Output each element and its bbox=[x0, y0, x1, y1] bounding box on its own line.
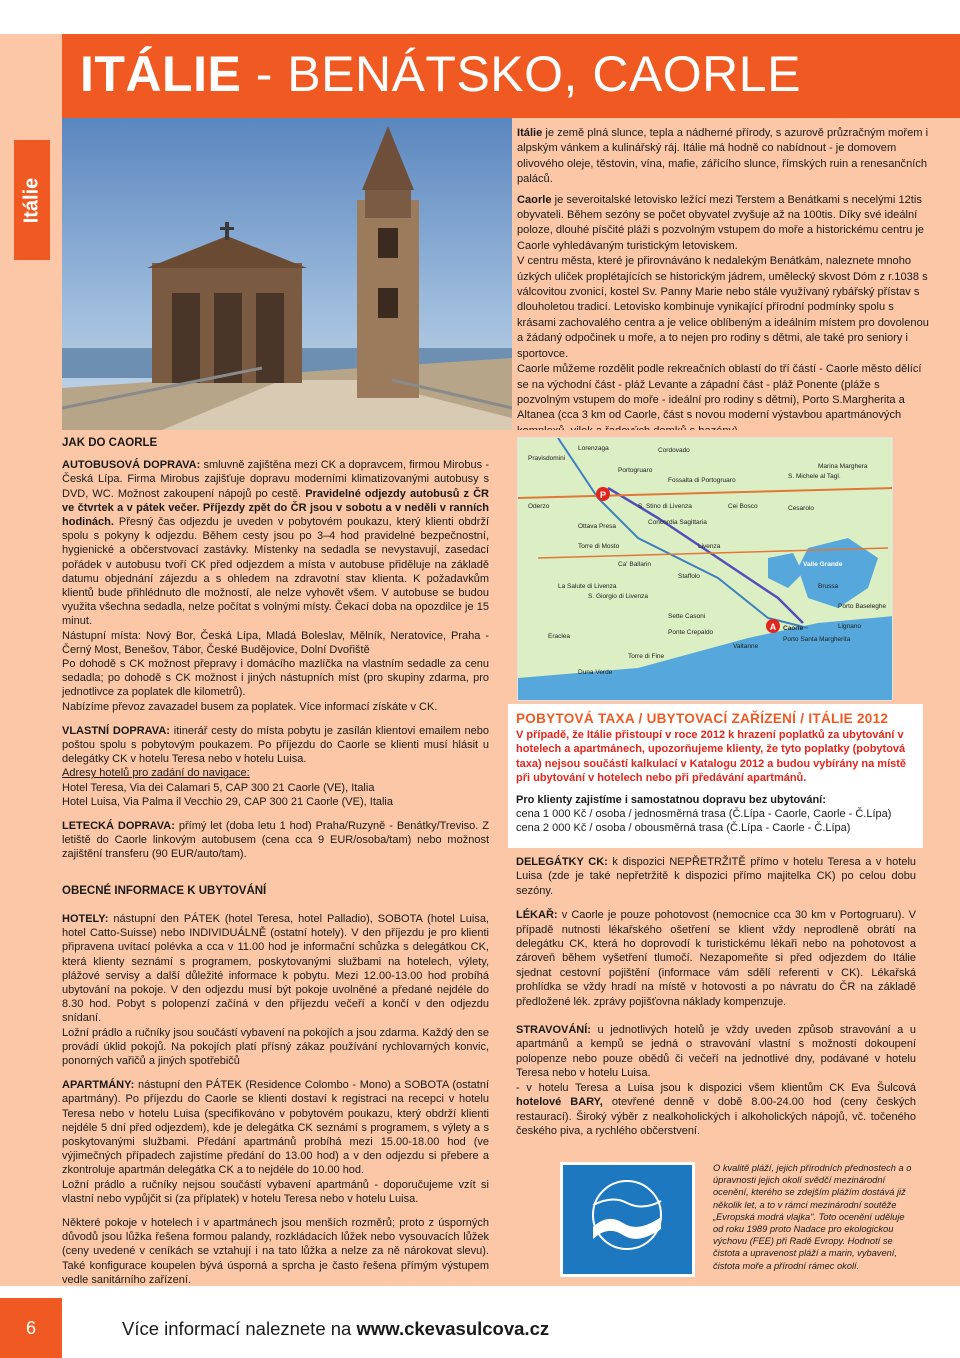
map-marker-p-label: P bbox=[599, 490, 607, 500]
side-tab-label: Itálie bbox=[20, 177, 43, 223]
tax-title: POBYTOVÁ TAXA / UBYTOVACÍ ZAŘÍZENÍ / ITÁLIE 2012 bbox=[516, 711, 889, 726]
map-label: Ca' Ballarin bbox=[618, 561, 652, 568]
nav-address-1: Hotel Teresa, Via dei Calamari 5, CAP 300 21 Caorle (VE), Italia bbox=[62, 781, 375, 794]
apartments-text: nástupní den PÁTEK (Residence Colombo - Mono) a SOBOTA (ostatní apartmány). Po příjezdu do Caorle se klienti dostaví k registraci na recepci v hotelu Teresa nebo v hotelu Luisa (specifikováno v pobytovém poukazu, který obdrží klienti nejdéle 5 dní před odjezdem), kde je delegátka CK seznámí s programem, s výlety a s poskytovanými službami. Předání apartmánů probíhá mezi 15.00-18.00 hod (ve výjimečných případech zajistíme předání do 13.00 hod) a v den odjezdu si přebere a zkontroluje apartmán delegátka CK a to nejdéle do 10.00 hod. bbox=[62, 1079, 489, 1177]
delegates-paragraph bbox=[516, 855, 916, 898]
map-label: S. Michele al Tagl. bbox=[788, 473, 841, 480]
footer-text bbox=[122, 1318, 549, 1340]
apartments-paragraph bbox=[62, 1078, 489, 1177]
map-label: Valtanne bbox=[733, 643, 759, 650]
bus-label: AUTOBUSOVÁ DOPRAVA: bbox=[62, 459, 201, 472]
map-label: Lorenzaga bbox=[578, 445, 609, 452]
map-marker-a-label: A bbox=[769, 622, 777, 632]
map-label: Staffolo bbox=[678, 573, 700, 580]
nav-label-text: Adresy hotelů pro zadání do navigace: bbox=[62, 767, 250, 780]
map-label: Porto Baseleghe bbox=[838, 603, 887, 610]
doctor-text: v Caorle je pouze pohotovost (nemocnice cca 30 km v Portogruaru). V případě nutnosti lékařského ošetření se klient vždy neprodleně obrátí na delegátku CK, která ho doprovodí k turistickému lékaři nebo na pohotovost a zároveň během vyšetření tlumočí. Nezapomeňte si před odjezdem do Itálie sjednat cestovní pojištění (informace vám sdělí referenti v CK). Lékařská prohlídka se vždy hradí na místě v hotovosti a po návratu do ČR na základě předložené lék. zprávy pojišťovna náklady kompenzuje. bbox=[516, 909, 916, 1008]
doctor-label: LÉKAŘ: bbox=[516, 909, 558, 922]
delegates-text: k dispozici NEPŘETRŽITĚ přímo v hotelu Teresa a v hotelu Luisa (zde je také nepřetržitě k dispozici přímo majitelka CK) po celou dobu sezóny. bbox=[516, 856, 916, 897]
footer-link[interactable]: www.ckevasulcova.cz bbox=[356, 1318, 550, 1339]
title-rest: - BENÁTSKO, CAORLE bbox=[241, 46, 801, 102]
tax-price-1: cena 1 000 Kč / osoba / jednosměrná trasa (Č.Lípa - Caorle, Caorle - Č.Lípa) bbox=[516, 808, 892, 821]
own-text: itinerář cesty do místa pobytu je zasílán klientovi emailem nebo poštou spolu s pobytovým poukazem. Po příjezdu do Caorle se klienti musí hlásit u delegátky CK v hotelu Teresa nebo v hotelu Luisa. bbox=[62, 724, 489, 766]
bus-text-2: Přesný čas odjezdu je uveden v pobytovém poukazu, který klienti obdrží spolu s pokyny k odjezdu. Během cesty jsou po 3–4 hod pravidelné bezpečnostní, hygienické a občerstvovací zastávky. Místenky na sedadla se nevystavují, zasedací pořádek v autobusu tvoří CK před odjezdem a místa v autobuse přiděluje na základě datumu objednání zájezdu a s ohledem na zdravotní stav klienta. K požadavkům klientů bude přihlédnuto dle možností, ale nelze vyhovět všem. V autobuse se budou využita všechna sedadla, nelze počítat s volnými místy. Čekací doba na opozdilce je 15 minut. bbox=[62, 516, 489, 628]
intro-center bbox=[517, 254, 930, 362]
fee-paragraph: Nabízíme převoz zavazadel busem za poplatek. Více informací získáte v CK. bbox=[62, 700, 438, 713]
doctor-paragraph bbox=[516, 908, 916, 1009]
map-label: Porto Santa Margherita bbox=[783, 636, 851, 643]
map-label: Marina Marghera bbox=[818, 463, 868, 470]
intro-areas-text: Caorle můžeme rozdělit podle rekreačních oblastí do tří částí - Caorle město dělící se na východní část - pláž Levante a západní část - pláž Ponente (pláže s pozvolným vstupem do moře - ideální pro rodiny s dětmi), Porto S.Margherita a Altanea (cca 3 km od Caorle, část s novou moderní výstavbou apartmánových bbox=[517, 363, 922, 422]
own-transport-paragraph bbox=[62, 724, 489, 767]
intro-italy-text: je země plná slunce, tepla a nádherné přírody, s azurově průzračným mořem i alpským vánkem a kulinářský ráj. Itálie má hodně co nabídnout - je domovem olivového oleje, těstovin, vína, mafie, zářícího slunce, římských ruin a renesančních paláců. bbox=[517, 127, 929, 186]
church-photo bbox=[62, 118, 512, 430]
stops-paragraph: Nástupní místa: Nový Bor, Česká Lípa, Mladá Boleslav, Mělník, Neratovice, Praha - Černý Most, Benešov, Tábor, České Budějovice, Dolní Dvořiště bbox=[62, 629, 489, 656]
tax-box bbox=[516, 712, 916, 836]
map-label: Torre di Mosto bbox=[578, 543, 620, 550]
hotels-label: HOTELY: bbox=[62, 912, 109, 925]
intro-box bbox=[512, 118, 960, 430]
food-paragraph bbox=[516, 1023, 916, 1081]
map-label: Pravisdomini bbox=[528, 455, 566, 462]
food-text: u jednotlivých hotelů je vždy uveden způsob stravování a u apartmánů a kempů se jedná o stravování vlastní s možností dokoupení polopenze nebo pouze obědů či večeří na jednotlivé dny, podávané v hotelu Teresa nebo v hotelu Luisa. bbox=[516, 1024, 916, 1080]
linen-paragraph: Ložní prádlo a ručníky jsou součástí vybavení na pokojích a jsou zdarma. Každý den se provádí úklid pokojů. Na pokojích platí přísný zákaz používání rychlovarných konvic, ponorných vařičů a jiných spotřebičů bbox=[62, 1026, 489, 1067]
food-label: STRAVOVÁNÍ: bbox=[516, 1024, 591, 1037]
bar-paragraph bbox=[516, 1081, 916, 1139]
bar-pre: - v hotelu Teresa a Luisa jsou k dispozici všem klientům CK Eva Šulcová bbox=[516, 1081, 916, 1094]
intro-caorle bbox=[517, 193, 930, 255]
bar-bold: hotelové BARY, bbox=[516, 1096, 603, 1109]
map-label: Oderzo bbox=[528, 503, 550, 510]
blue-flag-note: O kvalitě pláží, jejich přírodních přednostech a o úpravnosti jejich okolí svědčí mezinárodní ocenění, kterého se zdejším plážím dostává již několik let, a to v rámci mezinárodní soutěže „Evropská modrá vlajka". Toto ocenění uděluje od roku 1989 proto Nadace pro ekologickou výchovu (FEE) při Radě Evropy. Hodnotí se čistota a upravenost pláží a marin, vybavení, čistota moře a přírodní rámec okolí. bbox=[713, 1163, 912, 1271]
right-column bbox=[516, 855, 916, 1138]
tax-warning: V případě, že Itálie přistoupí v roce 2012 k hrazení poplatků za ubytování v hotelech a apartmánech, upozorňujeme klienty, že tyto poplatky (pobytová taxa) nejsou součástí kalkulací v Katalogu 2012 a budou vybírány na místě při ubytování v hotelech nebo při předávání apartmánů. bbox=[516, 729, 907, 784]
page-number: 6 bbox=[0, 1298, 62, 1358]
apartments-label: APARTMÁNY: bbox=[62, 1079, 135, 1092]
map-label: Ponte Crepaldo bbox=[668, 629, 714, 636]
footer-text-pre: Více informací naleznete na bbox=[122, 1318, 357, 1339]
map-label: Cei Bosco bbox=[728, 503, 758, 510]
map-label: Eraclea bbox=[548, 633, 571, 640]
intro-italy-bold: Itálie bbox=[517, 127, 543, 139]
bar-post: otevřené denně v době 8.00-24.00 hod (ceny českých restaurací). Široký výběr z nealkoholických i alkoholických nápojů, vč. točeného českého piva, a rychlého občerstvení. bbox=[516, 1096, 916, 1137]
nav-label bbox=[62, 766, 489, 780]
heading-info: OBECNÉ INFORMACE K UBYTOVÁNÍ bbox=[62, 884, 267, 897]
map-label: Livenza bbox=[698, 543, 721, 550]
own-label: VLASTNÍ DOPRAVA: bbox=[62, 724, 170, 737]
map-label: Duna Verde bbox=[578, 669, 613, 676]
map-label: La Salute di Livenza bbox=[558, 583, 617, 590]
map-label: S. Stino di Livenza bbox=[638, 503, 692, 510]
tax-price-2: cena 2 000 Kč / osoba / obousměrná trasa (Č.Lípa - Caorle - Č.Lípa) bbox=[516, 822, 851, 835]
map-label: Ottava Presa bbox=[578, 523, 616, 530]
map-label: S. Giorgio di Livenza bbox=[588, 593, 648, 600]
air-text: přímý let (doba letu 1 hod) Praha/Ruzyně - Benátky/Treviso. Z letiště do Caorle linkovým autobusem (cena cca 9 EUR/osoba/tam) nebo možnost zajištění transferu (90 EUR/auto/tam). bbox=[62, 820, 489, 861]
map-label: Fossalta di Portogruaro bbox=[668, 477, 736, 484]
map-label: Lignano bbox=[838, 623, 862, 630]
air-paragraph bbox=[62, 819, 489, 862]
delegates-label: DELEGÁTKY CK: bbox=[516, 856, 608, 868]
area-map bbox=[517, 437, 893, 701]
map-label: Sette Casoni bbox=[668, 613, 706, 620]
hotels-paragraph bbox=[62, 912, 489, 1026]
intro-areas bbox=[517, 362, 930, 439]
map-label: Brussa bbox=[818, 583, 839, 590]
map-label: Cordovado bbox=[658, 447, 690, 454]
bus-paragraph bbox=[62, 458, 489, 628]
tax-transport-bold: Pro klienty zajistíme i samostatnou dopravu bez ubytování: bbox=[516, 794, 826, 807]
hotels-text: nástupní den PÁTEK (hotel Teresa, hotel Palladio), SOBOTA (hotel Luisa, hotel Catto-Suisse) nebo INDIVIDUÁLNĚ (ostatní hotely). V den příjezdu je pro klienti připravena uvítací polévka a cca v 11.00 hod je informační schůzka s delegátkou CK, která klienty seznámí s programem, poskytovanými službami na hotelech, výlety, plážové servisy a další důležité informace k pobytu. Mezi 12.00-13.00 hod probíhá ubytování na pokoje. V den odjezdu musí být pokoje uvolněné a předané nejdéle do 8.30 hod. Pobyt s polopenzí začíná v den příjezdu večeří a končí v den odjezdu snídaní. bbox=[62, 912, 489, 1025]
intro-caorle-bold: Caorle bbox=[517, 193, 552, 206]
rooms-paragraph: Některé pokoje v hotelech i v apartmánech jsou menších rozměrů; proto z úsporných důvodů jsou lůžka řešena formou palandy, rozkládacích lůžek nebo vysouvacích lůžek (ceny uvedené v ceníkách se vztahují i na tato lůžka a nelze za ně nárokovat slevu). Také konfigurace koupelen bývá úsporná a sprcha je často řešena přímým výstupem vedle sanitárního zařízení. bbox=[62, 1216, 489, 1286]
map-label: Torre di Fine bbox=[628, 653, 665, 660]
left-column bbox=[62, 436, 489, 1297]
intro-center-text: V centru města, které je přirovnáváno k nedalekým Benátkám, naleznete mnoho úzkých uliček proplétajících se historickým jádrem, umělecký skvost Dóm z r.1038 s válcovitou zvonicí, kostel Sv. Panny Marie nebo stále využívaný rybářský přístav s dlouholetou tradicí. Letovisko kombinuje vynikající přírodní podmínky spolu s krásami zachovalého centra a je velice oblíbeným a ideálním místem pro dovolenou a žádaný odpočinek u moře, a to nejen pro rodiny s dětmi, ale také pro seniory i sportovce. bbox=[517, 255, 929, 360]
air-label: LETECKÁ DOPRAVA: bbox=[62, 820, 175, 833]
bus-bold: Pravidelné odjezdy autobusů z ČR ve čtvrtek a v pátek večer. Příjezdy zpět do ČR jsou v sobotu a v neděli v ranních hodinách. bbox=[62, 487, 490, 529]
blue-flag-image bbox=[560, 1162, 695, 1277]
map-label: Portogruaro bbox=[618, 467, 653, 474]
nav-address-2: Hotel Luisa, Via Palma il Vecchio 29, CAP 300 21 Caorle (VE), Italia bbox=[62, 795, 393, 808]
transfer-paragraph: Po dohodě s CK možnost přepravy i domácího mazlíčka na vlastním sedadle za cenu sedadla; po dohodě s CK možnost i jiných nástupních míst (pro skupiny zdarma, pro jednotlivce za poplatek dle kilometrů). bbox=[62, 658, 489, 699]
page-title bbox=[62, 34, 960, 118]
side-tab bbox=[14, 140, 50, 260]
heading-trip: JAK DO CAORLE bbox=[62, 437, 158, 449]
intro-italy bbox=[517, 126, 930, 188]
map-label: Concordia Sagittaria bbox=[648, 519, 707, 526]
title-bold: ITÁLIE bbox=[80, 46, 242, 102]
map-label: Cesarolo bbox=[788, 505, 815, 512]
map-label: Valle Grande bbox=[803, 561, 843, 568]
footer bbox=[0, 1298, 960, 1358]
map-label: Caorle bbox=[783, 625, 804, 632]
intro-caorle-text: je severoitalské letovisko ležící mezi Terstem a Benátkami s necelými 12tis obyvateli. Během sezóny se počet obyvatel zvyšuje až na 100tis. Díky své ideální poloze, dlouhé písčité pláži s pozvolným vstupem do moře a historickému centru je Caorle vyhledávaným turistickým letoviskem. bbox=[517, 193, 924, 252]
apartments-linen-paragraph: Ložní prádlo a ručníky nejsou součástí vybavení apartmánů - doporučujeme vzít si vlastní nebo vypůjčit si (za příplatek) v hotelu Teresa nebo v hotelu Luisa. bbox=[62, 1178, 489, 1205]
bus-text: smluvně zajištěna mezi CK a dopravcem, firmou Mirobus - Česká Lípa. Firma Mirobus zajišťuje dopravu moderními klimatizovanými autobusy s DVD, WC. Možnost zakoupení nápojů po cestě. bbox=[62, 459, 489, 500]
